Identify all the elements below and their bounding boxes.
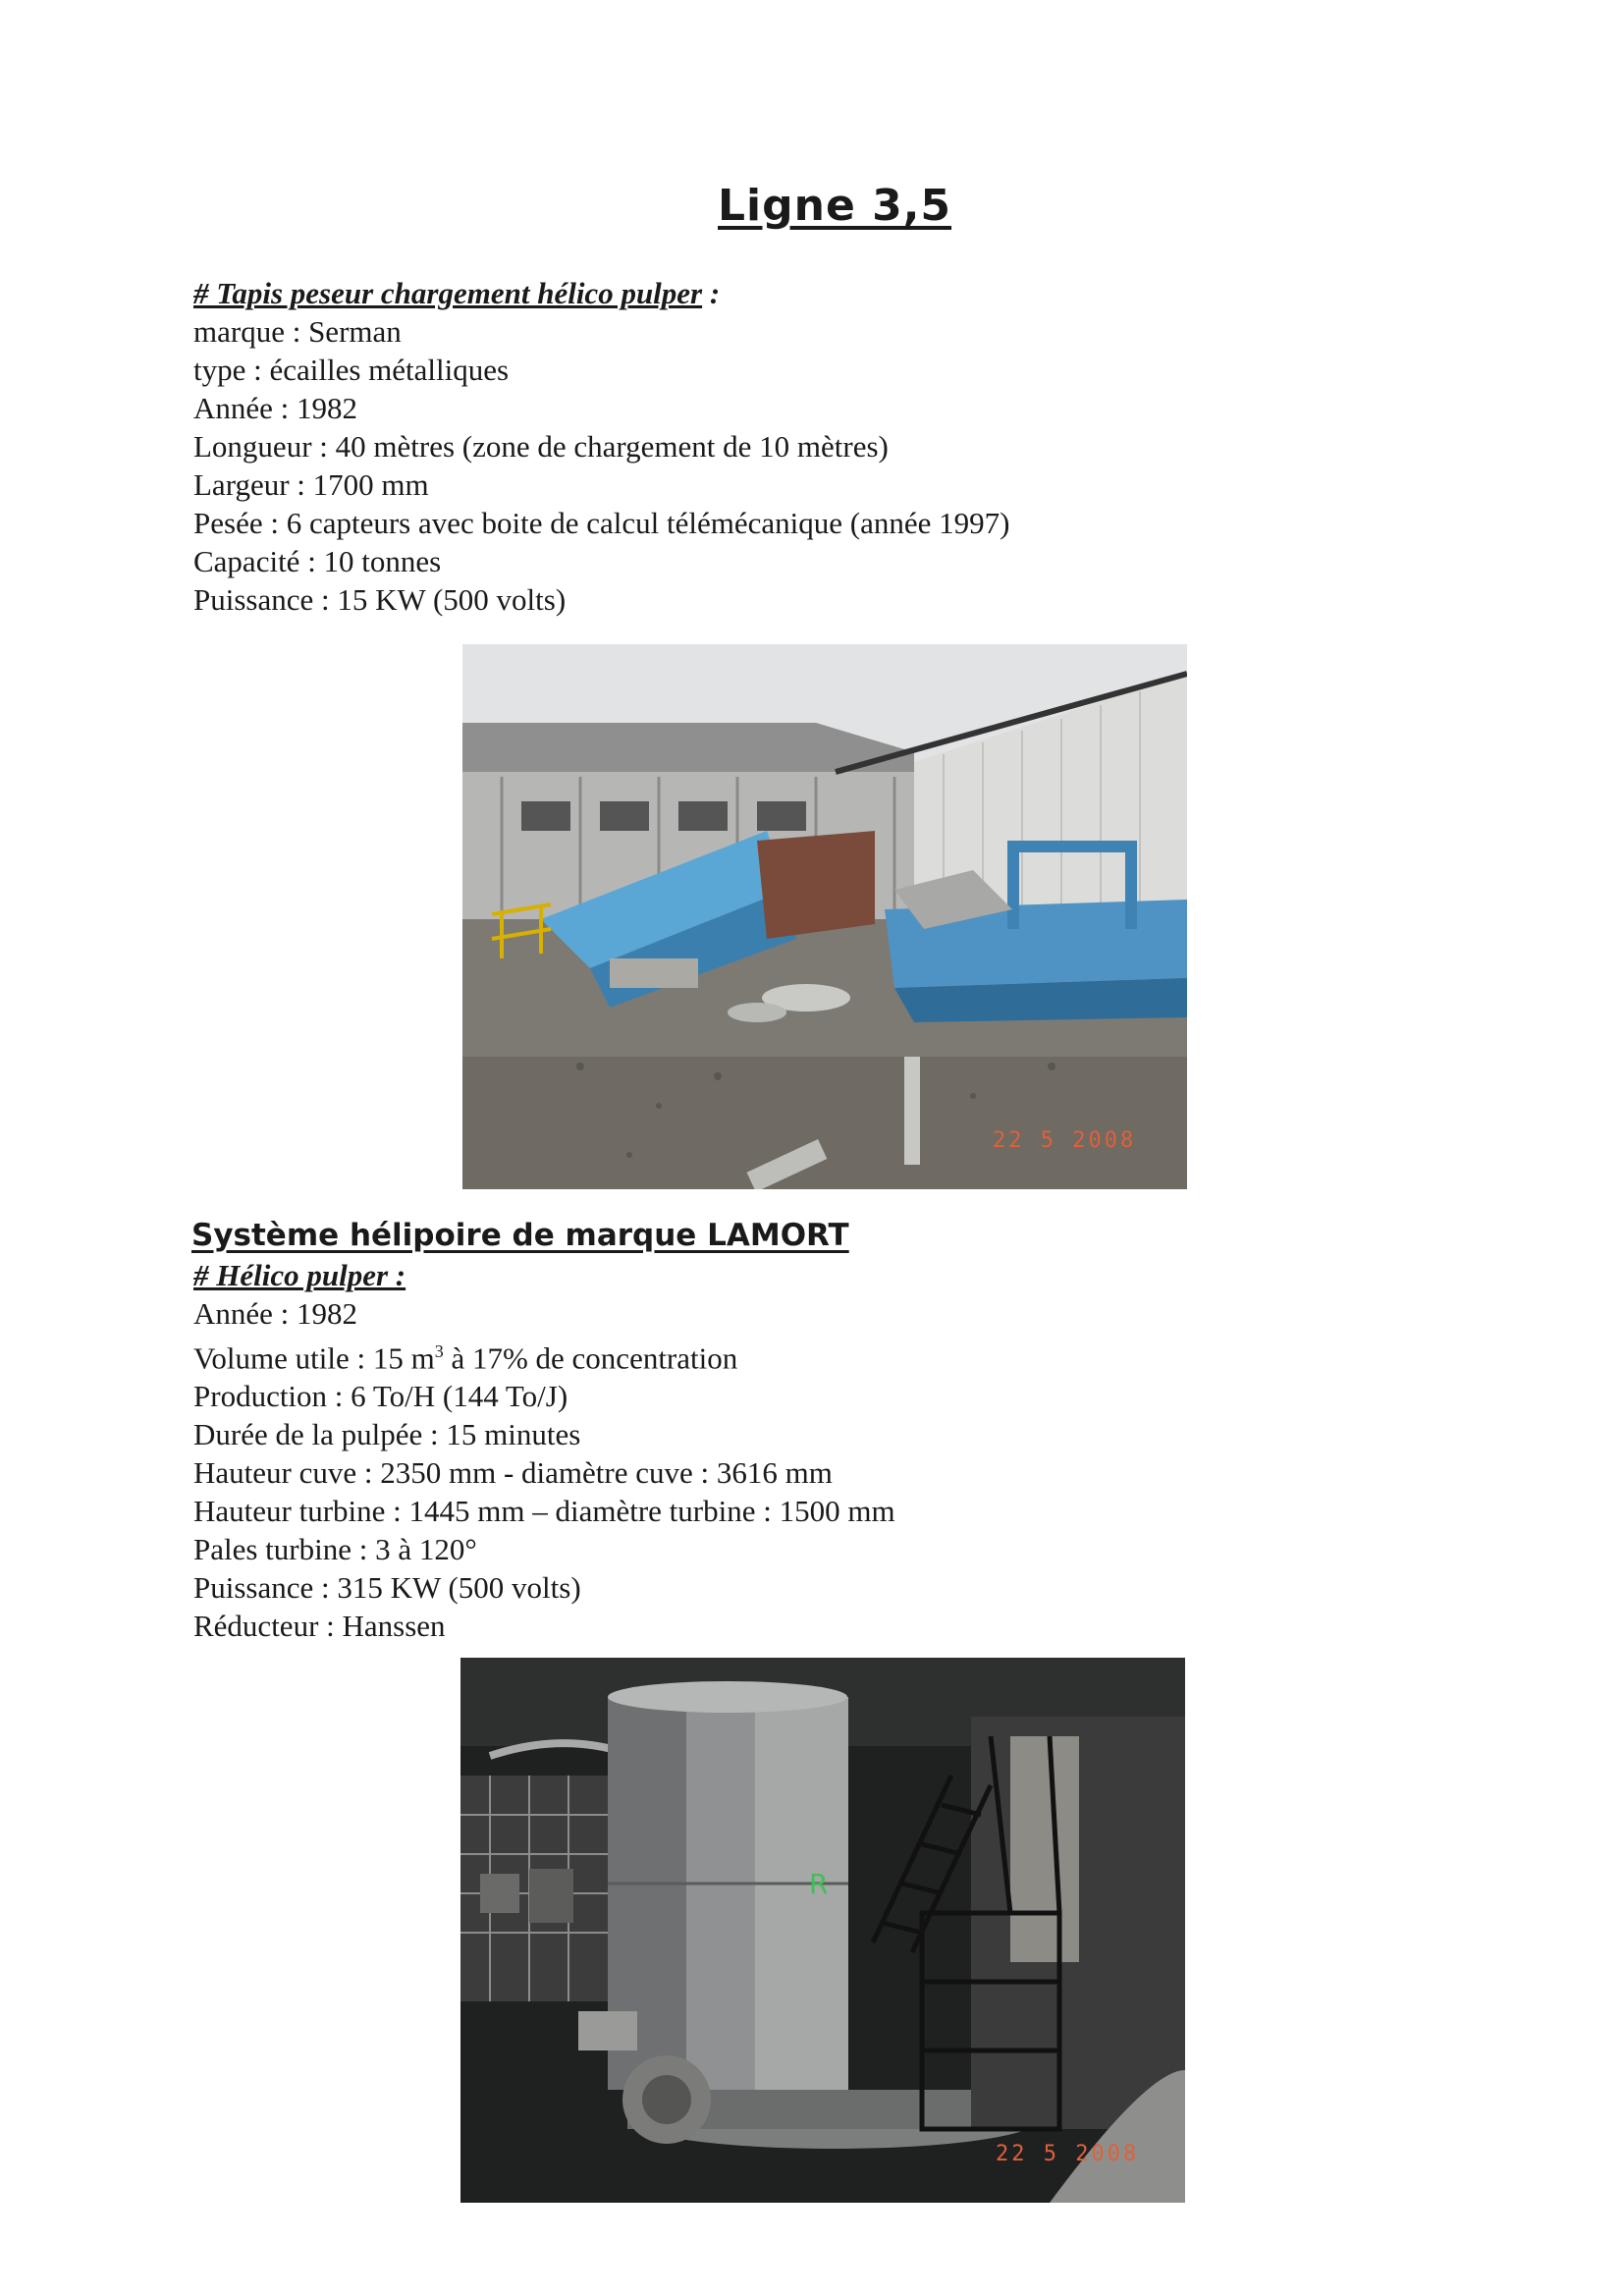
spec-line: Production : 6 To/H (144 To/J) (193, 1379, 568, 1414)
section-heading: # Tapis peseur chargement hélico pulper : (193, 276, 721, 310)
spec-line: Année : 1982 (193, 1296, 358, 1331)
section-helico-pulper (193, 1256, 895, 1645)
section-heading-text: # Tapis peseur chargement hélico pulper (193, 276, 703, 310)
spec-line: Année : 1982 (193, 391, 358, 425)
photo-date-stamp: 22 5 2008 (993, 1128, 1137, 1153)
spec-line: Hauteur turbine : 1445 mm – diamètre turbine : 1500 mm (193, 1494, 895, 1529)
section-heading (193, 1256, 895, 1294)
spec-line: Durée de la pulpée : 15 minutes (193, 1417, 581, 1452)
photo-date-stamp: 22 5 2008 (996, 2142, 1140, 2166)
spec-line: Réducteur : Hanssen (193, 1609, 446, 1644)
spec-line-volume: Volume utile : 15 $m^3$ à 17% de concentration (193, 1340, 738, 1376)
svg-text:R: R (809, 1868, 829, 1900)
section-title-lamort: Système hélipoire de marque LAMORT (191, 1218, 849, 1253)
spec-line: Capacité : 10 tonnes (193, 544, 442, 578)
spec-line: Pales turbine : 3 à 120° (193, 1532, 477, 1567)
spec-line: Largeur : 1700 mm (193, 467, 429, 502)
section-heading-text: # Hélico pulper : (193, 1258, 406, 1292)
spec-line: Longueur : 40 mètres (zone de chargement de 10 mètres) (193, 429, 889, 464)
spec-line: marque : Serman (193, 314, 402, 349)
spec-line: Hauteur cuve : 2350 mm - diamètre cuve : 3616 mm (193, 1455, 833, 1491)
spec-line: Pesée : 6 capteurs avec boite de calcul télémécanique (année 1997) (193, 506, 1010, 540)
pulper-photo (460, 1658, 1185, 2203)
spec-line: Puissance : 315 KW (500 volts) (193, 1570, 581, 1606)
section-tapis-peseur (193, 274, 1009, 619)
spec-line: Puissance : 15 KW (500 volts) (193, 582, 567, 617)
conveyor-photo (462, 644, 1187, 1189)
spec-line: type : écailles métalliques (193, 353, 510, 387)
page-title: Ligne 3,5 (718, 181, 952, 231)
